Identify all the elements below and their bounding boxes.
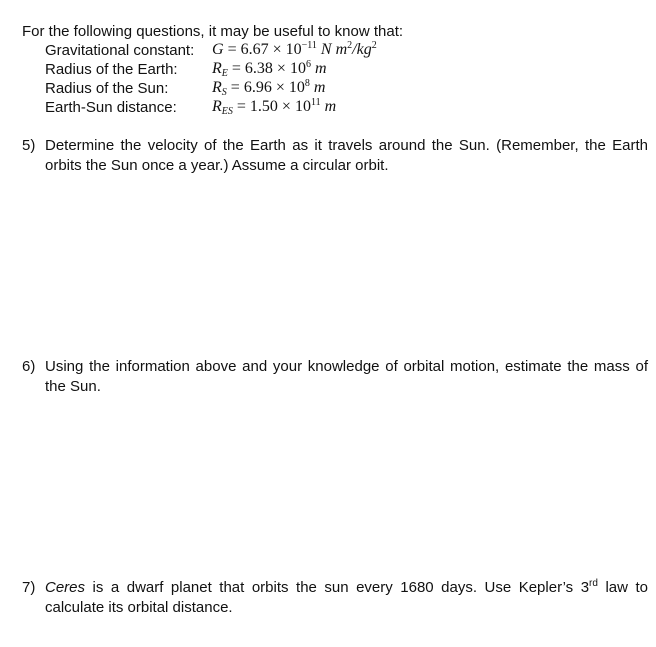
- constant-value: $R_S = 6.96 \times 10^8$ m: [212, 78, 326, 98]
- constant-value: $R_E = 6.38 \times 10^6$ m: [212, 59, 327, 79]
- question-emphasis: Ceres: [45, 579, 86, 596]
- question-5: [22, 136, 648, 176]
- intro-text: For the following questions, it may be useful to know that:: [22, 23, 404, 40]
- question-number: 7): [22, 579, 36, 596]
- question-7: [22, 578, 648, 618]
- question-number: 5): [22, 137, 36, 154]
- constant-label: Earth-Sun distance:: [45, 99, 177, 116]
- constant-label: Radius of the Sun:: [45, 80, 169, 97]
- constant-label: Radius of the Earth:: [45, 61, 178, 78]
- question-text: Using the information above and your knowledge of orbital motion, estimate the mass of the Sun.: [45, 358, 648, 395]
- question-number: 6): [22, 358, 36, 375]
- question-6: [22, 357, 648, 397]
- question-text: Determine the velocity of the Earth as it travels around the Sun. (Remember, the Earth orbits the Sun once a year.) Assume a circular orbit.: [45, 137, 648, 174]
- constant-value: $G = 6.67 \times 10^{-11}$ N $m^2/kg^2$: [212, 40, 377, 58]
- constant-value: $R_{ES} = 1.50 \times 10^{11}$ m: [212, 97, 337, 117]
- question-text: Ceres is a dwarf planet that orbits the sun every 1680 days. Use Kepler’s 3rd law to calculate its orbital distance.: [45, 578, 648, 616]
- constant-label: Gravitational constant:: [45, 42, 195, 59]
